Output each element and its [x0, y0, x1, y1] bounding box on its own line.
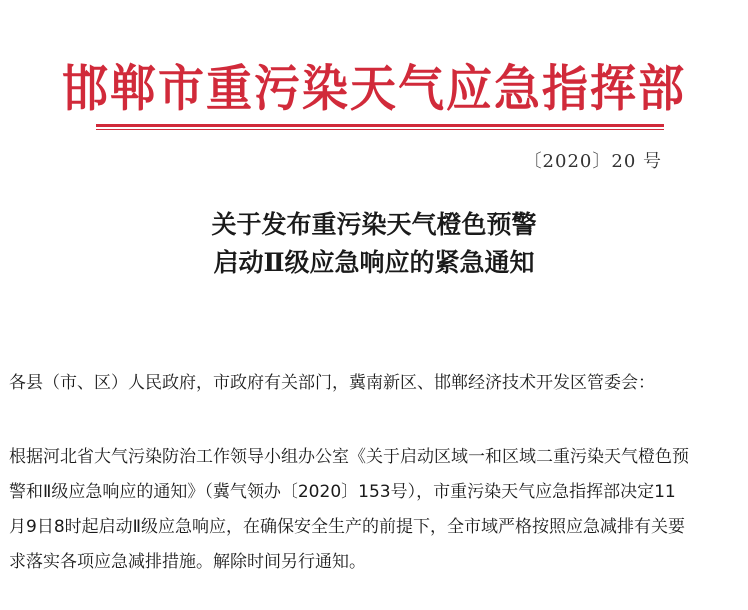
- header-divider-thick: [96, 124, 664, 127]
- body-line-2: 警和Ⅱ级应急响应的通知》（冀气领办〔2020〕153号），市重污染天气应急指挥部决定11: [9, 482, 676, 502]
- notice-title-line-2: 启动Ⅱ级应急响应的紧急通知: [213, 248, 535, 277]
- notice-title-line-1: 关于发布重污染天气橙色预警: [211, 210, 537, 239]
- notice-title: [0, 206, 748, 282]
- document-number: 〔2020〕20 号: [523, 151, 662, 172]
- body-line-3: 月9日8时起启动Ⅱ级应急响应，在确保安全生产的前提下，全市域严格按照应急减排有关要: [9, 517, 685, 537]
- body-paragraph: [9, 440, 743, 580]
- agency-title: 邯郸市重污染天气应急指挥部: [62, 58, 686, 118]
- addressee-line: 各县（市、区）人民政府，市政府有关部门，冀南新区、邯郸经济技术开发区管委会：: [9, 373, 655, 393]
- header-divider-thin: [96, 129, 664, 130]
- body-line-4: 求落实各项应急减排措施。解除时间另行通知。: [9, 552, 366, 572]
- body-line-1: 根据河北省大气污染防治工作领导小组办公室《关于启动区域一和区域二重污染天气橙色预: [9, 447, 689, 467]
